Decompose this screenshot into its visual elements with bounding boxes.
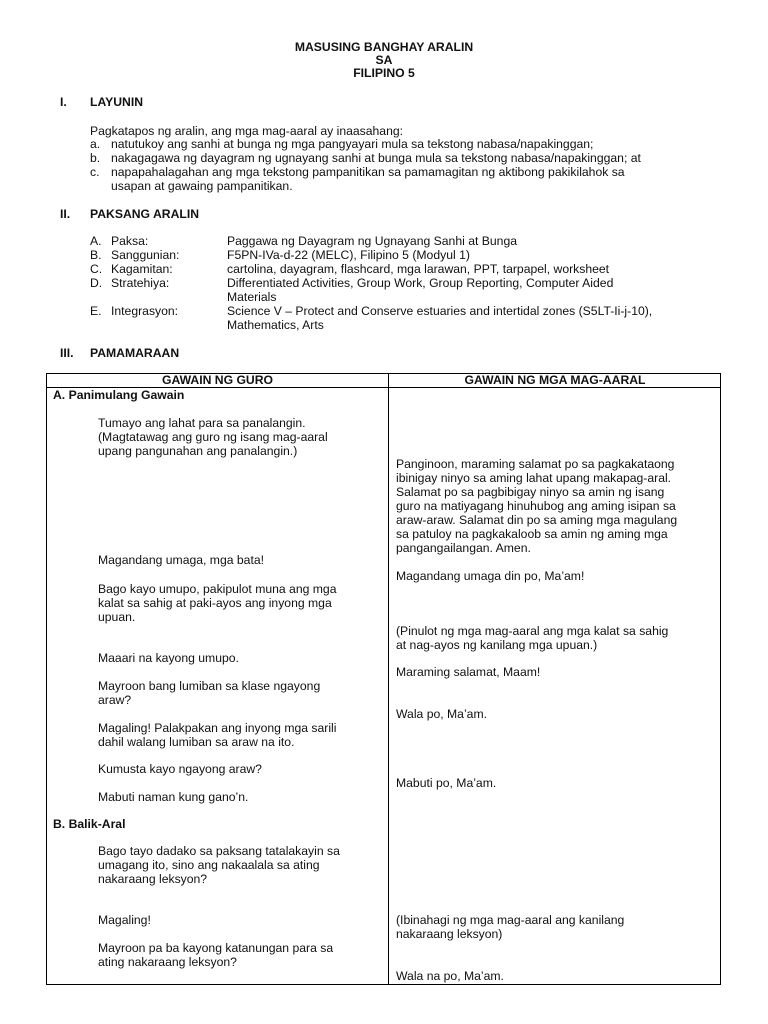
objective-a: natutukoy ang sanhi at bunga ng mga pangyayari mula sa tekstong nabasa/napakinggan; (111, 137, 594, 151)
magaaral-line: Panginoon, maraming salamat po sa pagkakataong (396, 457, 675, 471)
objective-c-cont: usapan at gawaing pampanitikan. (111, 179, 293, 193)
guro-line: ating nakaraang leksyon? (98, 955, 237, 969)
objective-b: nakagagawa ng dayagram ng ugnayang sanhi at bunga mula sa tekstong nabasa/napakinggan; at (111, 151, 641, 165)
magaaral-line: (Ibinahagi ng mga mag-aaral ang kanilang (396, 913, 625, 927)
magaaral-line: Maraming salamat, Maam! (396, 665, 541, 679)
topic-value-integrasyon: Science V – Protect and Conserve estuaries and intertidal zones (S5LT-Ii-j-10), (227, 304, 653, 318)
guro-line: umagang ito, sino ang nakaalala sa ating (98, 858, 320, 872)
magaaral-line: Wala na po, Ma’am. (396, 969, 504, 983)
guro-line: Maaari na kayong umupo. (98, 651, 239, 665)
guro-line: Mayroon pa ba kayong katanungan para sa (98, 941, 334, 955)
section3-heading: PAMAMARAAN (90, 346, 180, 360)
guro-line: Kumusta kayo ngayong araw? (98, 762, 262, 776)
topic-letter-d: D. (90, 276, 103, 290)
doc-title-line2: SA (375, 53, 393, 67)
topic-letter-e: E. (90, 304, 102, 318)
magaaral-line: ibinigay ninyo sa aming lahat upang makapag-aral. (396, 471, 672, 485)
magaaral-line: Mabuti po, Ma’am. (396, 776, 497, 790)
guro-line: Magaling! (98, 913, 151, 927)
guro-line: Bago kayo umupo, pakipulot muna ang mga (98, 582, 337, 596)
objective-letter-c: c. (90, 165, 100, 179)
part-a-heading: A. Panimulang Gawain (53, 388, 185, 402)
magaaral-line: guro na matiyagang hinuhubog ang aming isipan sa (396, 499, 676, 513)
topic-value-stratehiya-cont: Materials (227, 290, 277, 304)
part-b-heading: B. Balik-Aral (53, 817, 126, 831)
topic-value-stratehiya: Differentiated Activities, Group Work, Group Reporting, Computer Aided (227, 276, 614, 290)
topic-letter-a: A. (90, 234, 102, 248)
section1-intro: Pagkatapos ng aralin, ang mga mag-aaral ay inaasahang: (90, 124, 404, 138)
procedure-table (46, 373, 721, 985)
topic-label-paksa: Paksa: (111, 234, 149, 248)
guro-line: nakaraang leksyon? (98, 872, 208, 886)
magaaral-line: Magandang umaga din po, Ma’am! (396, 569, 585, 583)
topic-label-integrasyon: Integrasyon: (111, 304, 179, 318)
section3-numeral: III. (60, 346, 74, 360)
topic-value-integrasyon-cont: Mathematics, Arts (227, 318, 324, 332)
section2-heading: PAKSANG ARALIN (90, 207, 200, 221)
objective-letter-a: a. (90, 137, 101, 151)
guro-line: Magaling! Palakpakan ang inyong mga sarili (98, 721, 337, 735)
doc-title-line3: FILIPINO 5 (353, 66, 415, 80)
objective-c: napapahalagahan ang mga tekstong pampanitikan sa pamamagitan ng aktibong pakikilahok sa (111, 165, 625, 179)
magaaral-line: Wala po, Ma’am. (396, 707, 487, 721)
magaaral-line: at nag-ayos ng kanilang mga upuan.) (396, 638, 598, 652)
section2-numeral: II. (60, 207, 71, 221)
magaaral-line: araw-araw. Salamat din po sa aming mga magulang (396, 513, 678, 527)
objective-letter-b: b. (90, 151, 101, 165)
magaaral-line: (Pinulot ng mga mag-aaral ang mga kalat sa sahig (396, 624, 669, 638)
guro-line: Mabuti naman kung gano’n. (98, 790, 249, 804)
topic-letter-b: B. (90, 248, 102, 262)
magaaral-line: nakaraang leksyon) (396, 927, 503, 941)
topic-value-kagamitan: cartolina, dayagram, flashcard, mga larawan, PPT, tarpapel, worksheet (227, 262, 610, 276)
guro-line: (Magtatawag ang guro ng isang mag-aaral (98, 430, 328, 444)
magaaral-line: pangangailangan. Amen. (396, 541, 531, 555)
col-header-guro: GAWAIN NG GURO (161, 373, 274, 387)
guro-line: Tumayo ang lahat para sa panalangin. (98, 416, 306, 430)
guro-line: kalat sa sahig at paki-ayos ang inyong mga (98, 596, 332, 610)
topic-value-sanggunian: F5PN-IVa-d-22 (MELC), Filipino 5 (Modyul 1) (227, 248, 470, 262)
guro-line: Bago tayo dadako sa paksang tatalakayin sa (98, 844, 340, 858)
guro-line: upang pangunahan ang panalangin.) (98, 444, 298, 458)
guro-line: dahil walang lumiban sa araw na ito. (98, 735, 295, 749)
guro-line: Mayroon bang lumiban sa klase ngayong (98, 679, 321, 693)
section1-numeral: I. (60, 95, 67, 109)
doc-title-line1: MASUSING BANGHAY ARALIN (294, 40, 474, 54)
magaaral-line: sa patuloy na pagkakaloob sa amin ng aming mga (396, 527, 668, 541)
topic-letter-c: C. (90, 262, 103, 276)
topic-label-kagamitan: Kagamitan: (111, 262, 173, 276)
guro-line: araw? (98, 693, 132, 707)
topic-label-stratehiya: Stratehiya: (111, 276, 170, 290)
magaaral-line: Salamat po sa pagbibigay ninyo sa amin ng isang (396, 485, 665, 499)
topic-label-sanggunian: Sanggunian: (111, 248, 180, 262)
col-header-magaaral: GAWAIN NG MGA MAG-AARAL (464, 373, 646, 387)
table-column-divider (388, 374, 389, 984)
guro-line: Magandang umaga, mga bata! (98, 553, 265, 567)
guro-line: upuan. (98, 610, 136, 624)
topic-value-paksa: Paggawa ng Dayagram ng Ugnayang Sanhi at Bunga (227, 234, 517, 248)
section1-heading: LAYUNIN (90, 95, 144, 109)
